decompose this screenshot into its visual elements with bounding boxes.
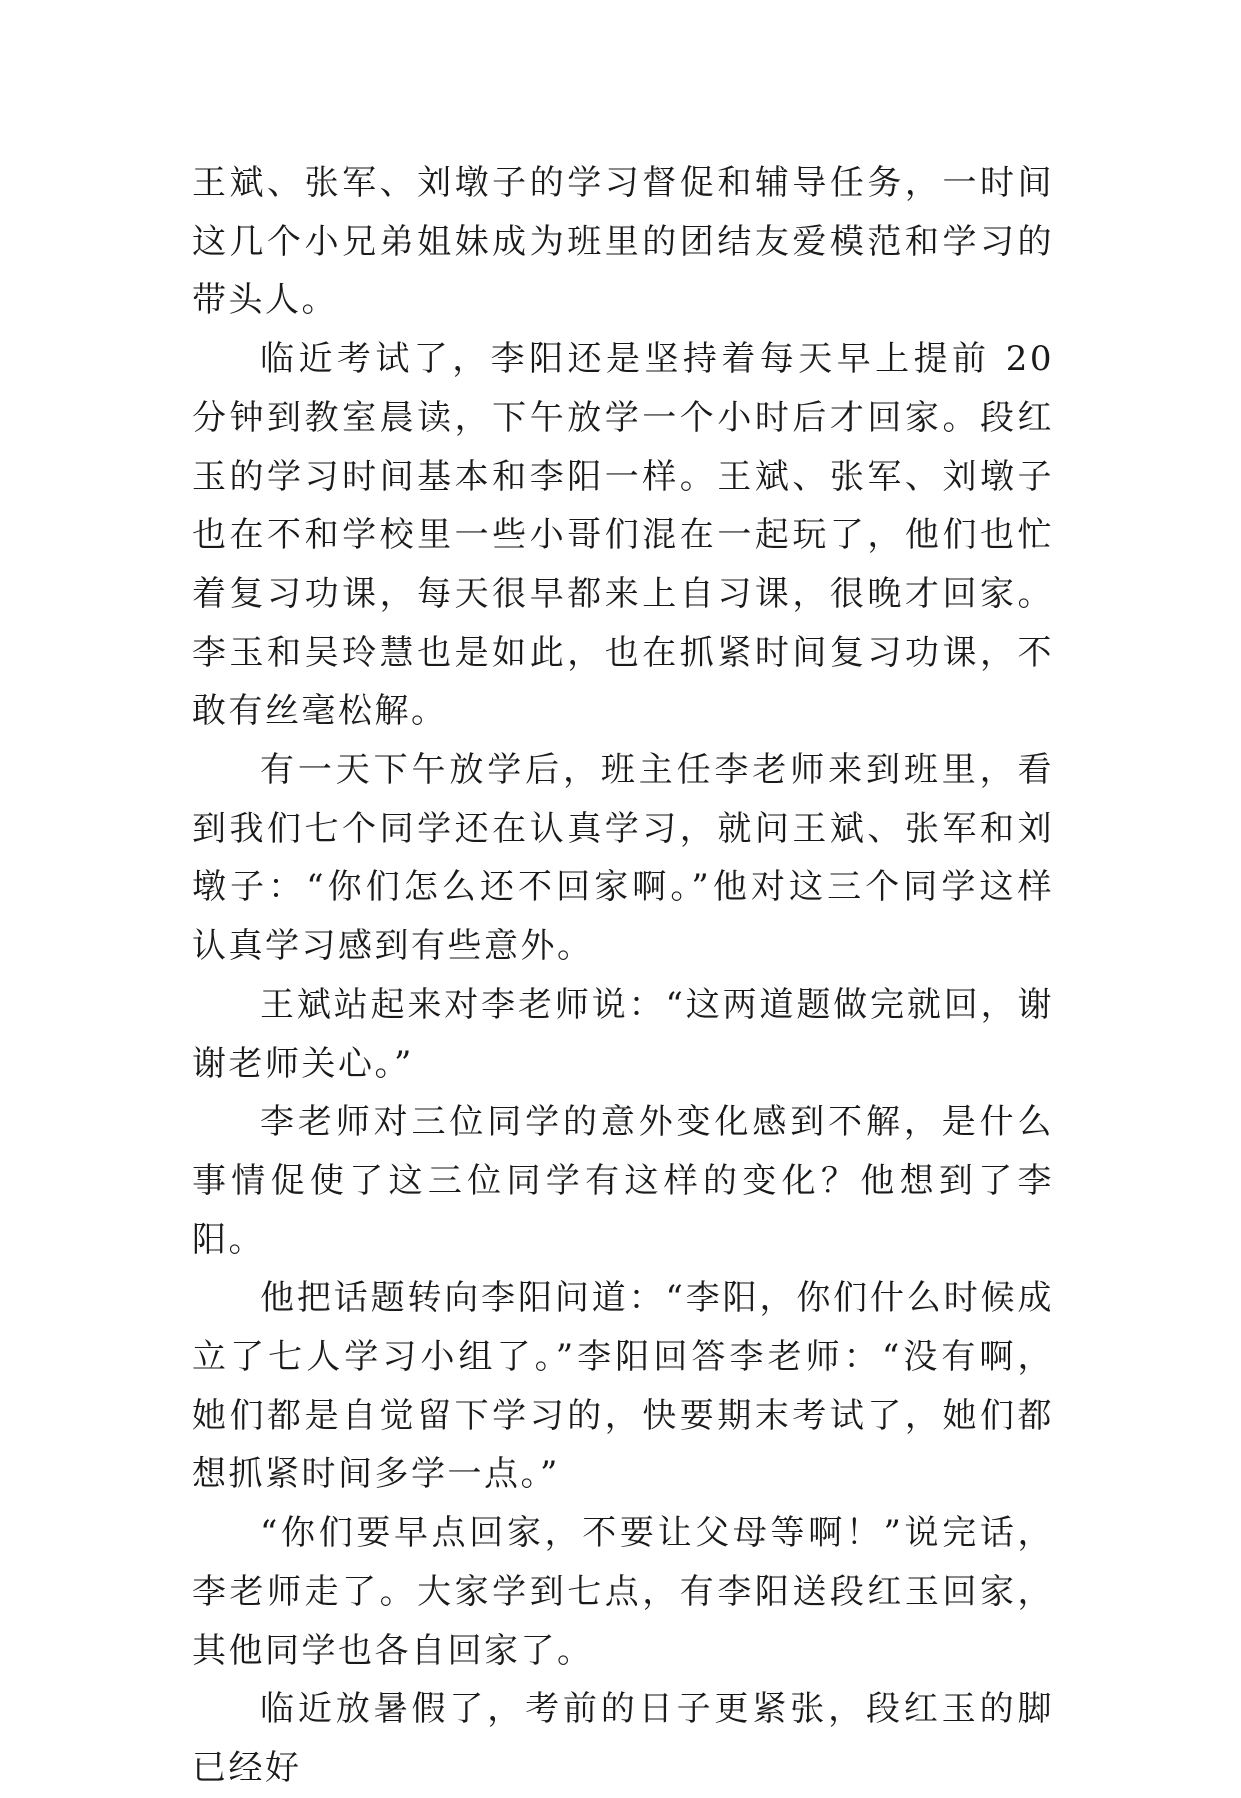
paragraph: “你们要早点回家，不要让父母等啊！”说完话，李老师走了。大家学到七点，有李阳送段红玉回家，其他同学也各自回家了。 [192,1513,1054,1671]
paragraph: 临近放暑假了，考前的日子更紧张，段红玉的脚已经好 [192,1689,1054,1788]
paragraph: 王斌站起来对李老师说：“这两道题做完就回，谢谢老师关心。” [192,984,1054,1084]
paragraph: 有一天下午放学后，班主任李老师来到班里，看到我们七个同学还在认真学习，就问王斌、张军和刘墩子：“你们怎么还不回家啊。”他对这三个同学这样认真学习感到有些意外。 [192,750,1054,967]
paragraph: 临近考试了，李阳还是坚持着每天早上提前 20 分钟到教室晨读，下午放学一个小时后才回家。段红玉的学习时间基本和李阳一样。王斌、张军、刘墩子也在不和学校里一些小哥们混在一起玩了，他们也忙着复习功课，每天很早都来上自习课，很晚才回家。李玉和吴玲慧也是如此，也在抓紧时间复习功课，不敢有丝毫松解。 [192,339,1054,732]
paragraph: 李老师对三位同学的意外变化感到不解，是什么事情促使了这三位同学有这样的变化？他想到了李阳。 [192,1102,1054,1260]
paragraph: 他把话题转向李阳问道：“李阳，你们什么时候成立了七人学习小组了。”李阳回答李老师：“没有啊，她们都是自觉留下学习的，快要期末考试了，她们都想抓紧时间多学一点。” [192,1278,1054,1495]
paragraph: 王斌、张军、刘墩子的学习督促和辅导任务，一时间这几个小兄弟姐妹成为班里的团结友爱模范和学习的带头人。 [192,163,1054,321]
document-body [192,154,1054,1798]
